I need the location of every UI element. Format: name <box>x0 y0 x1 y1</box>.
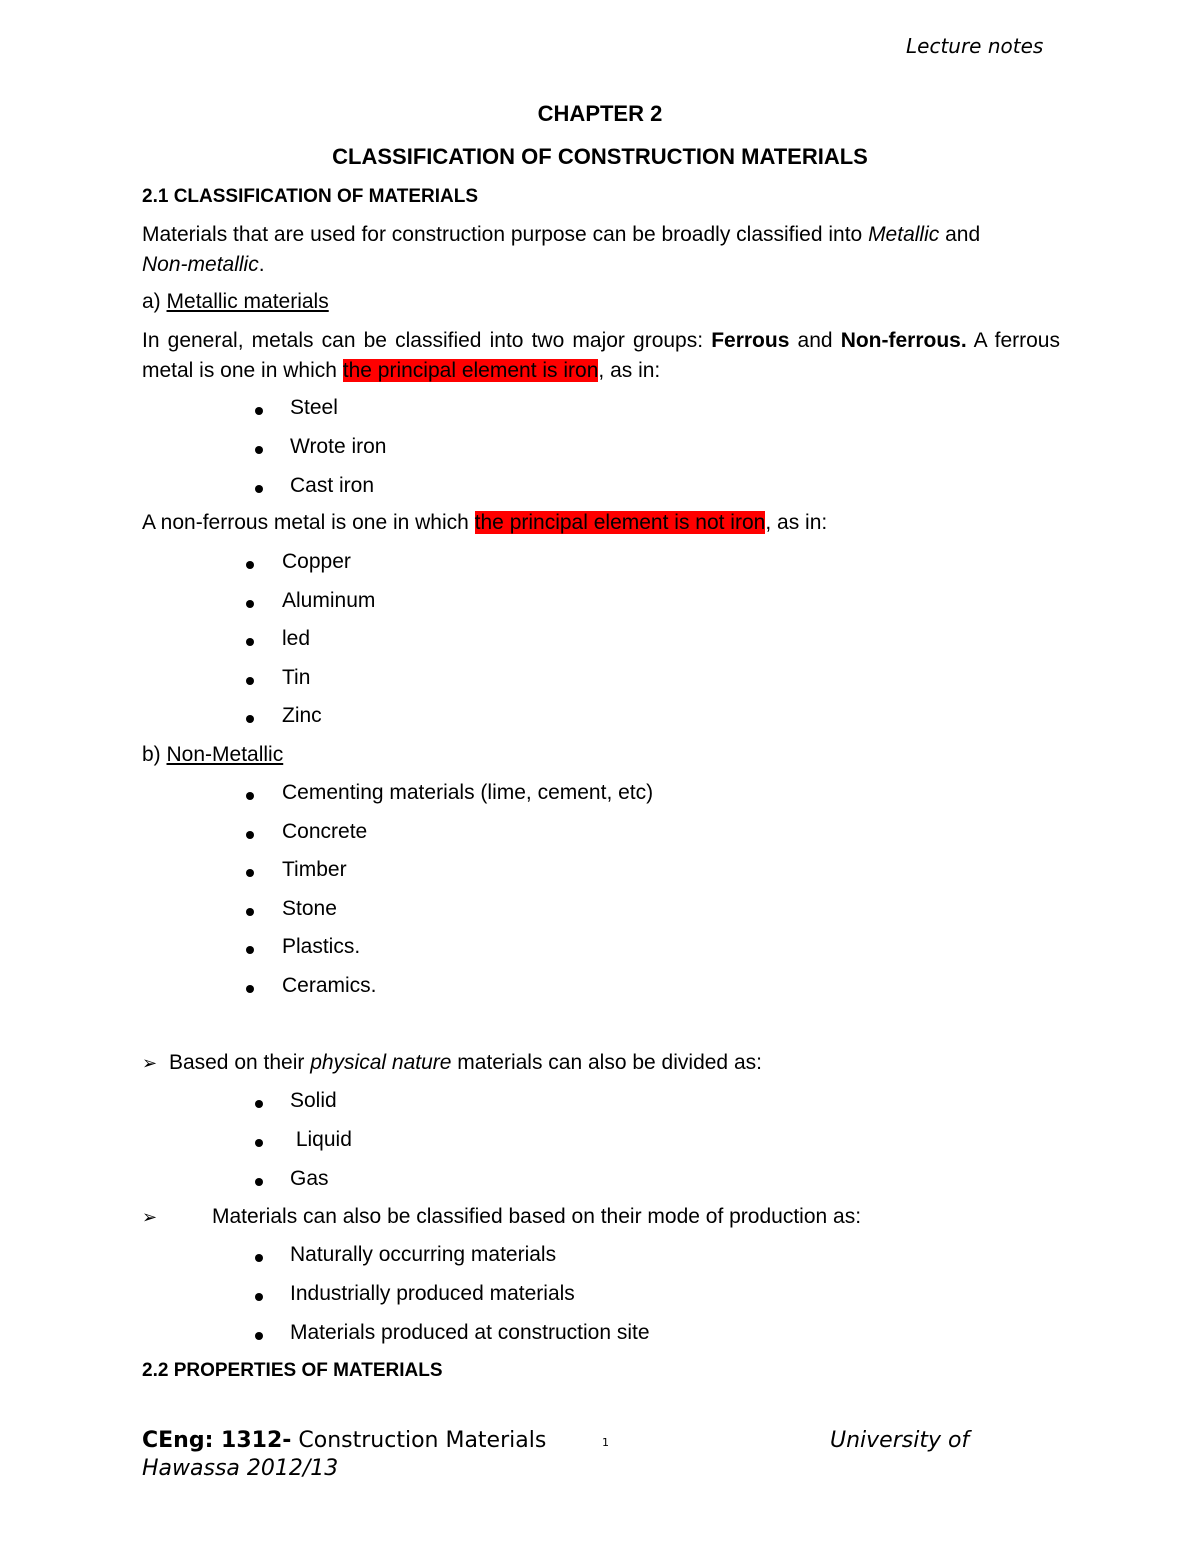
production-item-label: Naturally occurring materials <box>290 1243 557 1266</box>
ferrous-definition: A ferrous metal is one in which <box>142 329 1060 382</box>
nonferrous-item-label: Tin <box>282 665 311 689</box>
bullet-dot-icon <box>246 831 254 839</box>
footer-university: University of <box>830 1428 970 1453</box>
intro-paragraph <box>142 220 1060 280</box>
highlight-not-iron: the principal element is not iron <box>474 511 766 534</box>
bullet-dot-icon <box>255 1100 263 1108</box>
bullet-dot-icon <box>246 715 254 723</box>
production-text: Materials can also be classified based on their mode of production as: <box>212 1205 862 1228</box>
bullet-dot-icon <box>246 638 254 646</box>
nonmetallic-term: Non-metallic <box>142 253 259 276</box>
nonmetallic-item-label: Ceramics. <box>282 973 377 997</box>
footer-course-name: Construction Materials <box>291 1428 547 1453</box>
bullet-dot-icon <box>255 1178 263 1186</box>
ferrous-and: and <box>789 329 841 352</box>
bullet-dot-icon <box>246 792 254 800</box>
metallic-heading-prefix: a) <box>142 290 167 313</box>
nonmetallic-heading <box>142 743 283 767</box>
physical-end: materials can also be divided as: <box>451 1051 762 1074</box>
ferrous-item-label: Wrote iron <box>290 435 387 458</box>
physical-item-label: Gas <box>290 1167 329 1190</box>
bullet-dot-icon <box>255 1332 263 1340</box>
physical-text: Based on their <box>168 1051 311 1074</box>
nonmetallic-item-label: Cementing materials (lime, cement, etc) <box>282 781 654 804</box>
arrow-bullet-icon: ➢ <box>142 1053 158 1074</box>
ferrous-text: In general, metals can be classified into two major groups: <box>142 329 712 352</box>
nonferrous-end: , as in: <box>765 511 828 534</box>
intro-text: Materials that are used for construction purpose can be broadly classified into <box>142 223 869 246</box>
section-heading-2-2: 2.2 PROPERTIES OF MATERIALS <box>142 1360 443 1381</box>
metallic-term: Metallic <box>868 223 940 246</box>
intro-and: and <box>939 223 981 246</box>
nonferrous-item-label: Zinc <box>282 704 322 727</box>
bullet-dot-icon <box>255 485 263 493</box>
ferrous-item-label: Cast iron <box>290 474 375 497</box>
ferrous-item-label: Steel <box>290 396 338 419</box>
production-paragraph <box>142 1205 862 1229</box>
bullet-dot-icon <box>246 600 254 608</box>
production-item-label: Industrially produced materials <box>290 1282 575 1305</box>
nonferrous-item-label: Copper <box>282 550 351 573</box>
footer-course <box>142 1428 546 1453</box>
bullet-dot-icon <box>246 946 254 954</box>
arrow-bullet-icon: ➢ <box>142 1207 158 1228</box>
chapter-title: CLASSIFICATION OF CONSTRUCTION MATERIALS <box>332 144 868 169</box>
nonmetallic-item-label: Concrete <box>282 819 368 843</box>
physical-item-label: Liquid <box>290 1128 352 1151</box>
ferrous-end: , as in: <box>598 359 661 382</box>
footer-university-year: Hawassa 2012/13 <box>142 1456 339 1481</box>
bullet-dot-icon <box>255 446 263 454</box>
nonferrous-paragraph <box>142 511 827 535</box>
page-number: 1 <box>602 1436 609 1449</box>
physical-paragraph <box>142 1051 762 1075</box>
nonferrous-text: A non-ferrous metal is one in which <box>142 511 475 534</box>
physical-nature-term: physical nature <box>310 1051 452 1074</box>
ferrous-term: Ferrous <box>711 329 790 352</box>
section-heading-2-1: 2.1 CLASSIFICATION OF MATERIALS <box>142 186 479 207</box>
nonferrous-item-label: Aluminum <box>282 588 376 612</box>
nonmetallic-item-label: Plastics. <box>282 935 361 958</box>
nonmetallic-heading-prefix: b) <box>142 743 167 766</box>
highlight-iron: the principal element is iron <box>342 359 599 382</box>
bullet-dot-icon <box>246 985 254 993</box>
bullet-dot-icon <box>246 677 254 685</box>
intro-end: . <box>258 253 265 276</box>
bullet-dot-icon <box>255 1293 263 1301</box>
nonmetallic-item-label: Timber <box>282 858 347 881</box>
nonmetallic-heading-label: Non-Metallic <box>166 743 284 766</box>
ferrous-paragraph <box>142 326 1060 386</box>
nonferrous-term: Non-ferrous. <box>840 329 967 352</box>
chapter-heading: CHAPTER 2 <box>537 101 663 126</box>
bullet-dot-icon <box>255 407 263 415</box>
nonmetallic-item-label: Stone <box>282 896 337 920</box>
physical-item-label: Solid <box>290 1089 337 1112</box>
bullet-dot-icon <box>246 908 254 916</box>
footer-course-code: CEng: 1312- <box>142 1428 292 1453</box>
production-item-label: Materials produced at construction site <box>290 1321 650 1344</box>
metallic-heading <box>142 290 329 314</box>
nonferrous-item-label: led <box>282 627 311 650</box>
bullet-dot-icon <box>255 1254 263 1262</box>
bullet-dot-icon <box>246 869 254 877</box>
metallic-heading-label: Metallic materials <box>166 290 329 313</box>
bullet-dot-icon <box>246 561 254 569</box>
header-note: Lecture notes <box>906 34 1044 58</box>
bullet-dot-icon <box>255 1139 263 1147</box>
